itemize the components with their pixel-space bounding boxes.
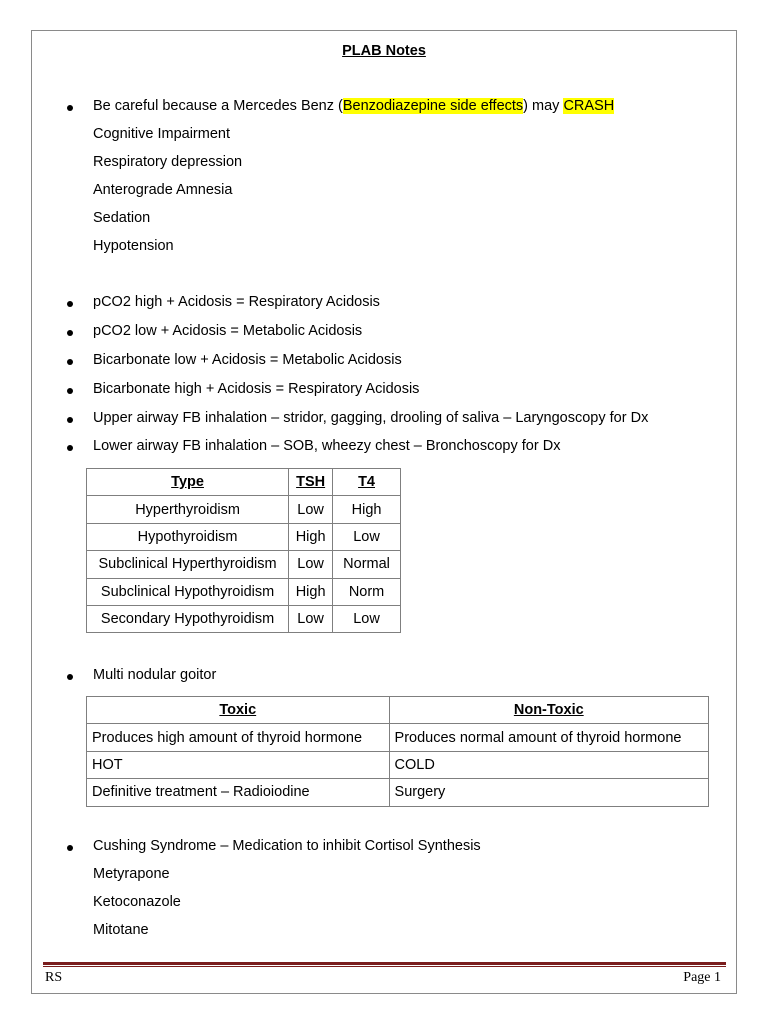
table-cell: Low bbox=[333, 605, 401, 632]
column-header: TSH bbox=[289, 469, 333, 496]
footer-left: RS bbox=[45, 970, 63, 985]
benzo-item: Anterograde Amnesia bbox=[93, 182, 233, 198]
bullet bbox=[67, 388, 73, 394]
table-cell: High bbox=[289, 578, 333, 605]
cushing-item: Metyrapone bbox=[93, 866, 170, 882]
cushing-item: Mitotane bbox=[93, 922, 149, 938]
benzo-item: Cognitive Impairment bbox=[93, 126, 230, 142]
column-header: T4 bbox=[333, 469, 401, 496]
list-item: Upper airway FB inhalation – stridor, gagging, drooling of saliva – Laryngoscopy for Dx bbox=[93, 410, 649, 426]
table-row bbox=[87, 551, 401, 578]
table-cell: Low bbox=[289, 551, 333, 578]
goitre-bullet-text: Multi nodular goitor bbox=[93, 667, 217, 683]
bullet bbox=[67, 330, 73, 336]
bullet bbox=[67, 105, 73, 111]
table-cell: Norm bbox=[333, 578, 401, 605]
list-item: pCO2 low + Acidosis = Metabolic Acidosis bbox=[93, 323, 363, 339]
list-item: Lower airway FB inhalation – SOB, wheezy chest – Bronchoscopy for Dx bbox=[93, 438, 561, 454]
benzo-middle: ) may bbox=[523, 98, 564, 114]
table-cell: Low bbox=[333, 523, 401, 550]
benzo-item: Respiratory depression bbox=[93, 154, 243, 170]
column-header: Type bbox=[87, 469, 289, 496]
cushing-bullet-text: Cushing Syndrome – Medication to inhibit Cortisol Synthesis bbox=[93, 838, 481, 854]
table-cell: COLD bbox=[389, 751, 708, 778]
list-item: pCO2 high + Acidosis = Respiratory Acidosis bbox=[93, 294, 380, 310]
table-cell: Produces normal amount of thyroid hormone bbox=[389, 724, 708, 751]
column-header: Non-Toxic bbox=[389, 697, 708, 724]
list-item: Bicarbonate low + Acidosis = Metabolic Acidosis bbox=[93, 352, 402, 368]
column-header: Toxic bbox=[87, 697, 390, 724]
table-row bbox=[87, 724, 709, 751]
table-cell: Low bbox=[289, 605, 333, 632]
page-title: PLAB Notes bbox=[342, 43, 426, 59]
table-cell: High bbox=[333, 496, 401, 523]
table-row bbox=[87, 779, 709, 806]
table-header-row bbox=[87, 697, 709, 724]
table-row bbox=[87, 523, 401, 550]
table-cell: Produces high amount of thyroid hormone bbox=[87, 724, 390, 751]
table-cell: Hyperthyroidism bbox=[87, 496, 289, 523]
benzo-highlight: Benzodiazepine side effects bbox=[342, 98, 524, 114]
crash-highlight: CRASH bbox=[563, 98, 615, 114]
table-row bbox=[87, 496, 401, 523]
table-cell: Surgery bbox=[389, 779, 708, 806]
table-cell: Subclinical Hyperthyroidism bbox=[87, 551, 289, 578]
bullet bbox=[67, 301, 73, 307]
benzo-prefix: Be careful because a Mercedes Benz ( bbox=[93, 98, 343, 114]
footer-rule bbox=[43, 966, 726, 967]
table-row bbox=[87, 578, 401, 605]
table-cell: Hypothyroidism bbox=[87, 523, 289, 550]
bullet bbox=[67, 359, 73, 365]
bullet bbox=[67, 674, 73, 680]
table-cell: Definitive treatment – Radioiodine bbox=[87, 779, 390, 806]
table-cell: Subclinical Hypothyroidism bbox=[87, 578, 289, 605]
table-cell: High bbox=[289, 523, 333, 550]
list-item: Bicarbonate high + Acidosis = Respiratory Acidosis bbox=[93, 381, 420, 397]
benzo-bullet-text bbox=[93, 98, 614, 114]
bullet bbox=[67, 845, 73, 851]
table-row bbox=[87, 751, 709, 778]
benzo-item: Hypotension bbox=[93, 238, 174, 254]
bullet bbox=[67, 417, 73, 423]
table-cell: HOT bbox=[87, 751, 390, 778]
bullet bbox=[67, 445, 73, 451]
table-row bbox=[87, 605, 401, 632]
thyroid-table bbox=[86, 468, 401, 633]
footer-rule bbox=[43, 962, 726, 965]
table-cell: Secondary Hypothyroidism bbox=[87, 605, 289, 632]
table-header-row bbox=[87, 469, 401, 496]
benzo-item: Sedation bbox=[93, 210, 151, 226]
cushing-item: Ketoconazole bbox=[93, 894, 181, 910]
table-cell: Low bbox=[289, 496, 333, 523]
goitre-table bbox=[86, 696, 709, 807]
page-number: Page 1 bbox=[683, 970, 721, 985]
table-cell: Normal bbox=[333, 551, 401, 578]
